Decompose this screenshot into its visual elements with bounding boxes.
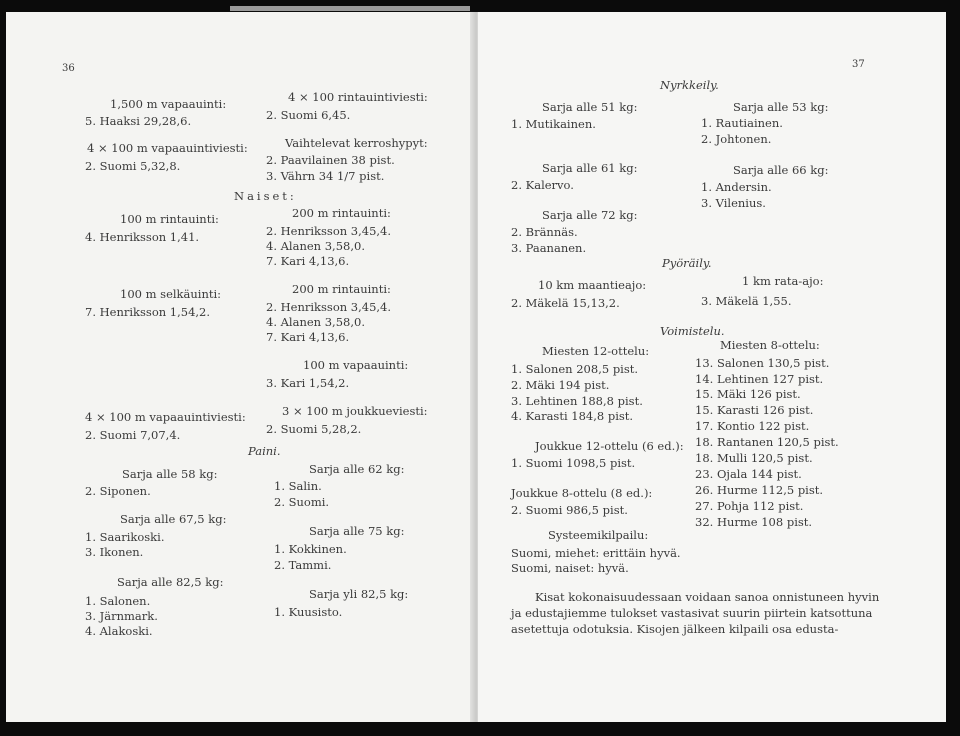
result-line: 2. Henriksson 3,45,4.: [266, 224, 392, 238]
result-line: 1. Kuusisto.: [274, 605, 343, 619]
result-line: 18. Mulli 120,5 pist.: [695, 451, 813, 465]
result-line: 18. Rantanen 120,5 pist.: [695, 435, 839, 449]
result-line: 3. Ikonen.: [85, 545, 144, 559]
result-line: 2. Mäki 194 pist.: [511, 378, 610, 392]
paragraph-line: asetettuja odotuksia. Kisojen jälkeen kilpaili osa edusta-: [511, 622, 839, 636]
weight-class-heading: Sarja alle 58 kg:: [122, 467, 218, 481]
section-heading-pyoraily: Pyöräily.: [662, 256, 712, 270]
result-line: 2. Kalervo.: [511, 178, 574, 192]
weight-class-heading: Sarja alle 62 kg:: [309, 462, 405, 476]
event-heading: Joukkue 12-ottelu (6 ed.):: [535, 439, 684, 453]
result-line: 1. Mutikainen.: [511, 117, 596, 131]
result-line: 1. Salonen.: [85, 594, 151, 608]
result-line: 2. Brännäs.: [511, 225, 578, 239]
event-heading: Miesten 12-ottelu:: [542, 344, 650, 358]
weight-class-heading: Sarja alle 72 kg:: [542, 208, 638, 222]
event-heading: 200 m rintauinti:: [292, 206, 391, 220]
result-line: 1. Salonen 208,5 pist.: [511, 362, 639, 376]
weight-class-heading: Sarja yli 82,5 kg:: [309, 587, 409, 601]
event-heading: 1 km rata-ajo:: [742, 274, 824, 288]
result-line: Suomi, naiset: hyvä.: [511, 561, 629, 575]
event-heading: 3 × 100 m joukkueviesti:: [282, 404, 428, 418]
result-line: 1. Rautiainen.: [701, 116, 783, 130]
result-line: Suomi, miehet: erittäin hyvä.: [511, 546, 681, 560]
result-line: 7. Kari 4,13,6.: [266, 330, 350, 344]
result-line: 27. Pohja 112 pist.: [695, 499, 804, 513]
result-line: 1. Kokkinen.: [274, 542, 347, 556]
result-line: 7. Henriksson 1,54,2.: [85, 305, 211, 319]
result-line: 2. Suomi 7,07,4.: [85, 428, 181, 442]
result-line: 4. Alanen 3,58,0.: [266, 239, 365, 253]
result-line: 4. Karasti 184,8 pist.: [511, 409, 634, 423]
result-line: 3. Vährn 34 1/7 pist.: [266, 169, 385, 183]
scan-edge-bar: [230, 6, 470, 11]
result-line: 2. Henriksson 3,45,4.: [266, 300, 392, 314]
result-line: 2. Mäkelä 15,13,2.: [511, 296, 620, 310]
result-line: 1. Saarikoski.: [85, 530, 165, 544]
section-heading-naiset: Naiset:: [234, 189, 297, 203]
event-heading: 1,500 m vapaauinti:: [110, 97, 227, 111]
result-line: 3. Kari 1,54,2.: [266, 376, 350, 390]
page-number-right: 37: [852, 59, 865, 70]
paragraph-line: ja edustajiemme tulokset vastasivat suurin piirtein katsottuna: [511, 606, 873, 620]
event-heading: 4 × 100 rintauintiviesti:: [288, 90, 428, 104]
result-line: 3. Lehtinen 188,8 pist.: [511, 394, 643, 408]
event-heading: Vaihtelevat kerroshypyt:: [285, 136, 428, 150]
result-line: 17. Kontio 122 pist.: [695, 419, 810, 433]
weight-class-heading: Sarja alle 61 kg:: [542, 161, 638, 175]
result-line: 4. Alanen 3,58,0.: [266, 315, 365, 329]
event-heading: 100 m selkäuinti:: [120, 287, 222, 301]
right-page: [478, 12, 946, 722]
paragraph-line: Kisat kokonaisuudessaan voidaan sanoa onnistuneen hyvin: [535, 590, 880, 604]
result-line: 1. Salin.: [274, 479, 322, 493]
result-line: 13. Salonen 130,5 pist.: [695, 356, 830, 370]
weight-class-heading: Sarja alle 51 kg:: [542, 100, 638, 114]
event-heading: 100 m rintauinti:: [120, 212, 219, 226]
result-line: 26. Hurme 112,5 pist.: [695, 483, 824, 497]
result-line: 3. Vilenius.: [701, 196, 766, 210]
result-line: 32. Hurme 108 pist.: [695, 515, 813, 529]
result-line: 1. Andersin.: [701, 180, 772, 194]
section-heading-voimistelu: Voimistelu.: [660, 324, 725, 338]
result-line: 4. Henriksson 1,41.: [85, 230, 200, 244]
event-heading: 100 m vapaauinti:: [303, 358, 409, 372]
event-heading: 4 × 100 m vapaauintiviesti:: [85, 410, 246, 424]
weight-class-heading: Sarja alle 75 kg:: [309, 524, 405, 538]
event-heading: Joukkue 8-ottelu (8 ed.):: [511, 486, 653, 500]
result-line: 3. Järnmark.: [85, 609, 158, 623]
left-page: [6, 12, 477, 722]
event-heading: Miesten 8-ottelu:: [720, 338, 820, 352]
result-line: 5. Haaksi 29,28,6.: [85, 114, 192, 128]
event-heading: 200 m rintauinti:: [292, 282, 391, 296]
result-line: 23. Ojala 144 pist.: [695, 467, 802, 481]
result-line: 3. Mäkelä 1,55.: [701, 294, 792, 308]
result-line: 15. Karasti 126 pist.: [695, 403, 814, 417]
result-line: 2. Paavilainen 38 pist.: [266, 153, 395, 167]
result-line: 2. Johtonen.: [701, 132, 772, 146]
event-heading: 4 × 100 m vapaauintiviesti:: [87, 141, 248, 155]
section-heading-paini: Paini.: [248, 444, 281, 458]
result-line: 2. Suomi 986,5 pist.: [511, 503, 628, 517]
result-line: 1. Suomi 1098,5 pist.: [511, 456, 636, 470]
result-line: 3. Paananen.: [511, 241, 587, 255]
weight-class-heading: Sarja alle 67,5 kg:: [120, 512, 227, 526]
result-line: 15. Mäki 126 pist.: [695, 387, 801, 401]
weight-class-heading: Sarja alle 66 kg:: [733, 163, 829, 177]
section-heading-nyrkkeily: Nyrkkeily.: [660, 78, 719, 92]
weight-class-heading: Sarja alle 53 kg:: [733, 100, 829, 114]
result-line: 7. Kari 4,13,6.: [266, 254, 350, 268]
event-heading: Systeemikilpailu:: [548, 528, 649, 542]
weight-class-heading: Sarja alle 82,5 kg:: [117, 575, 224, 589]
page-number-left: 36: [62, 63, 75, 74]
result-line: 2. Suomi 5,28,2.: [266, 422, 362, 436]
result-line: 2. Siponen.: [85, 484, 151, 498]
result-line: 4. Alakoski.: [85, 624, 153, 638]
result-line: 2. Suomi.: [274, 495, 330, 509]
result-line: 2. Suomi 5,32,8.: [85, 159, 181, 173]
result-line: 2. Suomi 6,45.: [266, 108, 351, 122]
result-line: 2. Tammi.: [274, 558, 332, 572]
result-line: 14. Lehtinen 127 pist.: [695, 372, 824, 386]
event-heading: 10 km maantieajo:: [538, 278, 647, 292]
